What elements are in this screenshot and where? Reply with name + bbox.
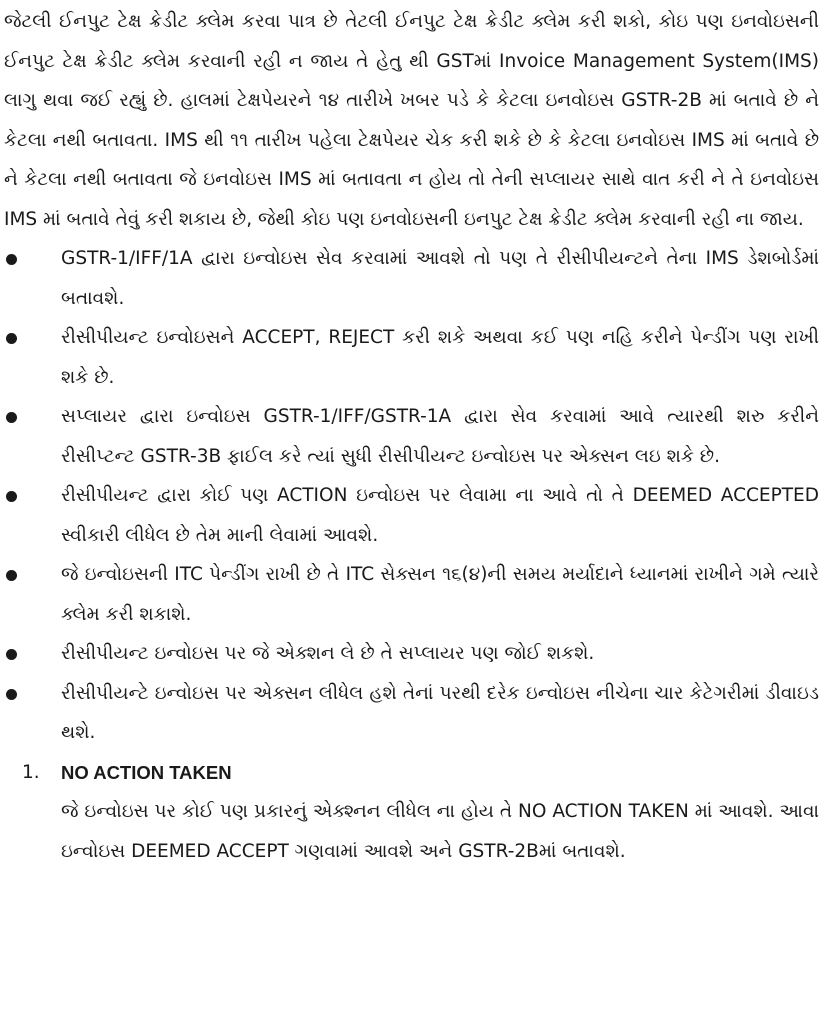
bullet-item-4	[4, 476, 819, 555]
numbered-item-1	[4, 753, 819, 872]
bullet-text: રીસીપીયન્ટે ઇન્વોઇસ પર એક્સન લીધેલ હશે તેનાં પરથી દરેક ઇન્વોઇસ નીચેના ચાર કેટેગરીમાં ડીવાઇડ થશે.	[61, 682, 819, 743]
bullet-dot-icon	[6, 570, 17, 581]
bullet-dot-icon	[6, 689, 17, 700]
bullet-item-6	[4, 634, 819, 674]
bullet-dot-icon	[6, 491, 17, 502]
bullet-item-5	[4, 555, 819, 634]
numbered-marker: 1.	[22, 761, 40, 783]
bullet-list	[4, 239, 819, 753]
bullet-item-3	[4, 397, 819, 476]
bullet-dot-icon	[6, 412, 17, 423]
bullet-item-1	[4, 239, 819, 318]
bullet-text: GSTR-1/IFF/1A દ્વારા ઇન્વોઇસ સેવ કરવામાં આવશે તો પણ તે રીસીપીયન્ટને તેના IMS ડેશબોર્ડમાં બતાવશે.	[61, 248, 819, 309]
bullet-text: જે ઇન્વોઇસની ITC પેન્ડીંગ રાખી છે તે ITC સેક્સન ૧૬(૪)ની સમય મર્યાદાને ધ્યાનમાં રાખીને ગમે ત્યારે ક્લેમ કરી શકાશે.	[61, 564, 819, 625]
bullet-text: સપ્લાયર દ્વારા ઇન્વોઇસ GSTR-1/IFF/GSTR-1A દ્વારા સેવ કરવામાં આવે ત્યારથી શરુ કરીને રીસીપ્ટન્ટ GSTR-3B ફાઈલ કરે ત્યાં સુધી રીસીપીયન્ટ ઇન્વોઇસ પર એક્સન લઇ શકે છે.	[61, 406, 819, 467]
category-title: NO ACTION TAKEN	[61, 761, 232, 783]
bullet-dot-icon	[6, 649, 17, 660]
bullet-text: રીસીપીયન્ટ ઇન્વોઇસ પર જે એક્શન લે છે તે સપ્લાયર પણ જોઈ શકશે.	[61, 643, 595, 664]
bullet-item-7	[4, 674, 819, 753]
intro-paragraph: જેટલી ઈનપુટ ટેક્ષ ક્રેડીટ ક્લેમ કરવા પાત્ર છે તેટલી ઈનપુટ ટેક્ષ ક્રેડીટ ક્લેમ કરી શકો, કોઇ પણ ઇનવોઇસની ઈનપુટ ટેક્ષ ક્રેડીટ ક્લેમ કરવાની રહી ન જાય તે હેતુ થી GSTમાં Invoice Management System(IMS) લાગુ થવા જઈ રહ્યું છે. હાલમાં ટેક્ષપેયરને ૧૪ તારીખે ખબર પડે કે કેટલા ઇનવોઇસ GSTR-2B માં બતાવે છે ને કેટલા નથી બતાવતા. IMS થી ૧૧ તારીખ પહેલા ટેક્ષપેયર ચેક કરી શકે છે કે કેટલા ઇનવોઇસ IMS માં બતાવે છે ને કેટલા નથી બતાવતા જે ઇનવોઇસ IMS માં બતાવતા ન હોય તો તેની સપ્લાયર સાથે વાત કરી ને તે ઇનવોઇસ IMS માં બતાવે તેવું કરી શકાય છે, જેથી કોઇ પણ ઇનવોઇસની ઇનપુટ ટેક્ષ ક્રેડીટ ક્લેમ કરવાની રહી ના જાય.	[4, 11, 819, 230]
bullet-text: રીસીપીયન્ટ દ્વારા કોઈ પણ ACTION ઇન્વોઇસ પર લેવામા ના આવે તો તે DEEMED ACCEPTED સ્વીકારી લીધેલ છે તેમ માની લેવામાં આવશે.	[61, 485, 819, 546]
bullet-dot-icon	[6, 333, 17, 344]
bullet-item-2	[4, 318, 819, 397]
bullet-text: રીસીપીયન્ટ ઇન્વોઇસને ACCEPT, REJECT કરી શકે અથવા કઈ પણ નહિ કરીને પેન્ડીંગ પણ રાખી શકે છે.	[61, 327, 819, 388]
bullet-dot-icon	[6, 254, 17, 265]
category-description: જે ઇન્વોઇસ પર કોઈ પણ પ્રકારનું એક્શ્નન લીધેલ ના હોય તે NO ACTION TAKEN માં આવશે. આવા ઇન્વોઇસ DEEMED ACCEPT ગણવામાં આવશે અને GSTR-2Bમાં બતાવશે.	[61, 801, 819, 862]
numbered-list	[4, 753, 819, 872]
